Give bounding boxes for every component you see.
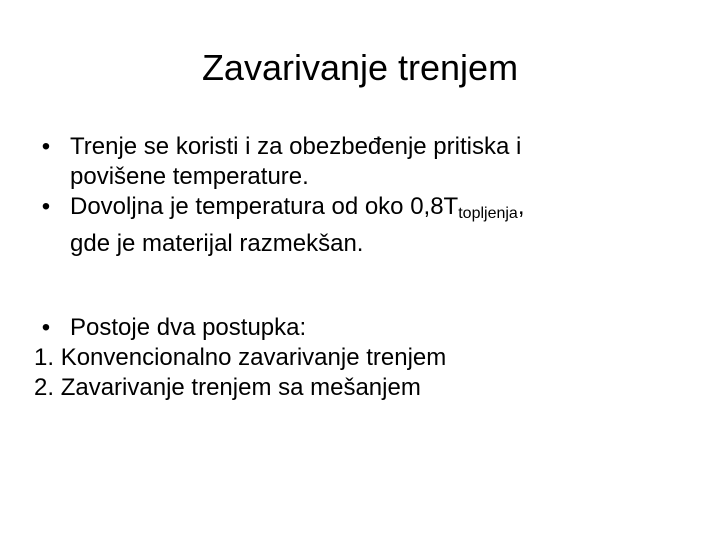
- number-marker: 1.: [34, 344, 55, 371]
- numbered-item-2: [34, 373, 694, 403]
- bullet-item-procedures: [34, 313, 694, 343]
- bullet-text-line: Trenje se koristi i za obezbeđenje pritiska i: [70, 133, 522, 160]
- bullet-marker: •: [41, 133, 51, 160]
- bullet-marker: •: [41, 193, 51, 220]
- bullet-text: Dovoljna je temperatura od oko 0,8T: [70, 193, 459, 220]
- slide-title: Zavarivanje trenjem: [201, 47, 519, 88]
- bullet-text-line: povišene temperature.: [70, 163, 309, 190]
- numbered-item-1: [34, 343, 694, 373]
- number-marker: 2.: [34, 374, 55, 401]
- subscript-text: topljenja: [458, 205, 518, 222]
- bullet-text-line: Postoje dva postupka:: [70, 314, 307, 341]
- spacer: [34, 259, 694, 313]
- bullet-text: ,: [517, 193, 525, 220]
- bullet-item-friction-pressure: [34, 132, 694, 192]
- bullet-marker: •: [41, 314, 51, 341]
- bullet-item-temperature: [34, 192, 694, 259]
- bullet-text-line: gde je materijal razmekšan.: [70, 230, 364, 257]
- bullet-text-line: [70, 192, 694, 229]
- slide-body: [34, 132, 694, 403]
- numbered-text: Konvencionalno zavarivanje trenjem: [60, 344, 447, 371]
- numbered-text: Zavarivanje trenjem sa mešanjem: [60, 374, 421, 401]
